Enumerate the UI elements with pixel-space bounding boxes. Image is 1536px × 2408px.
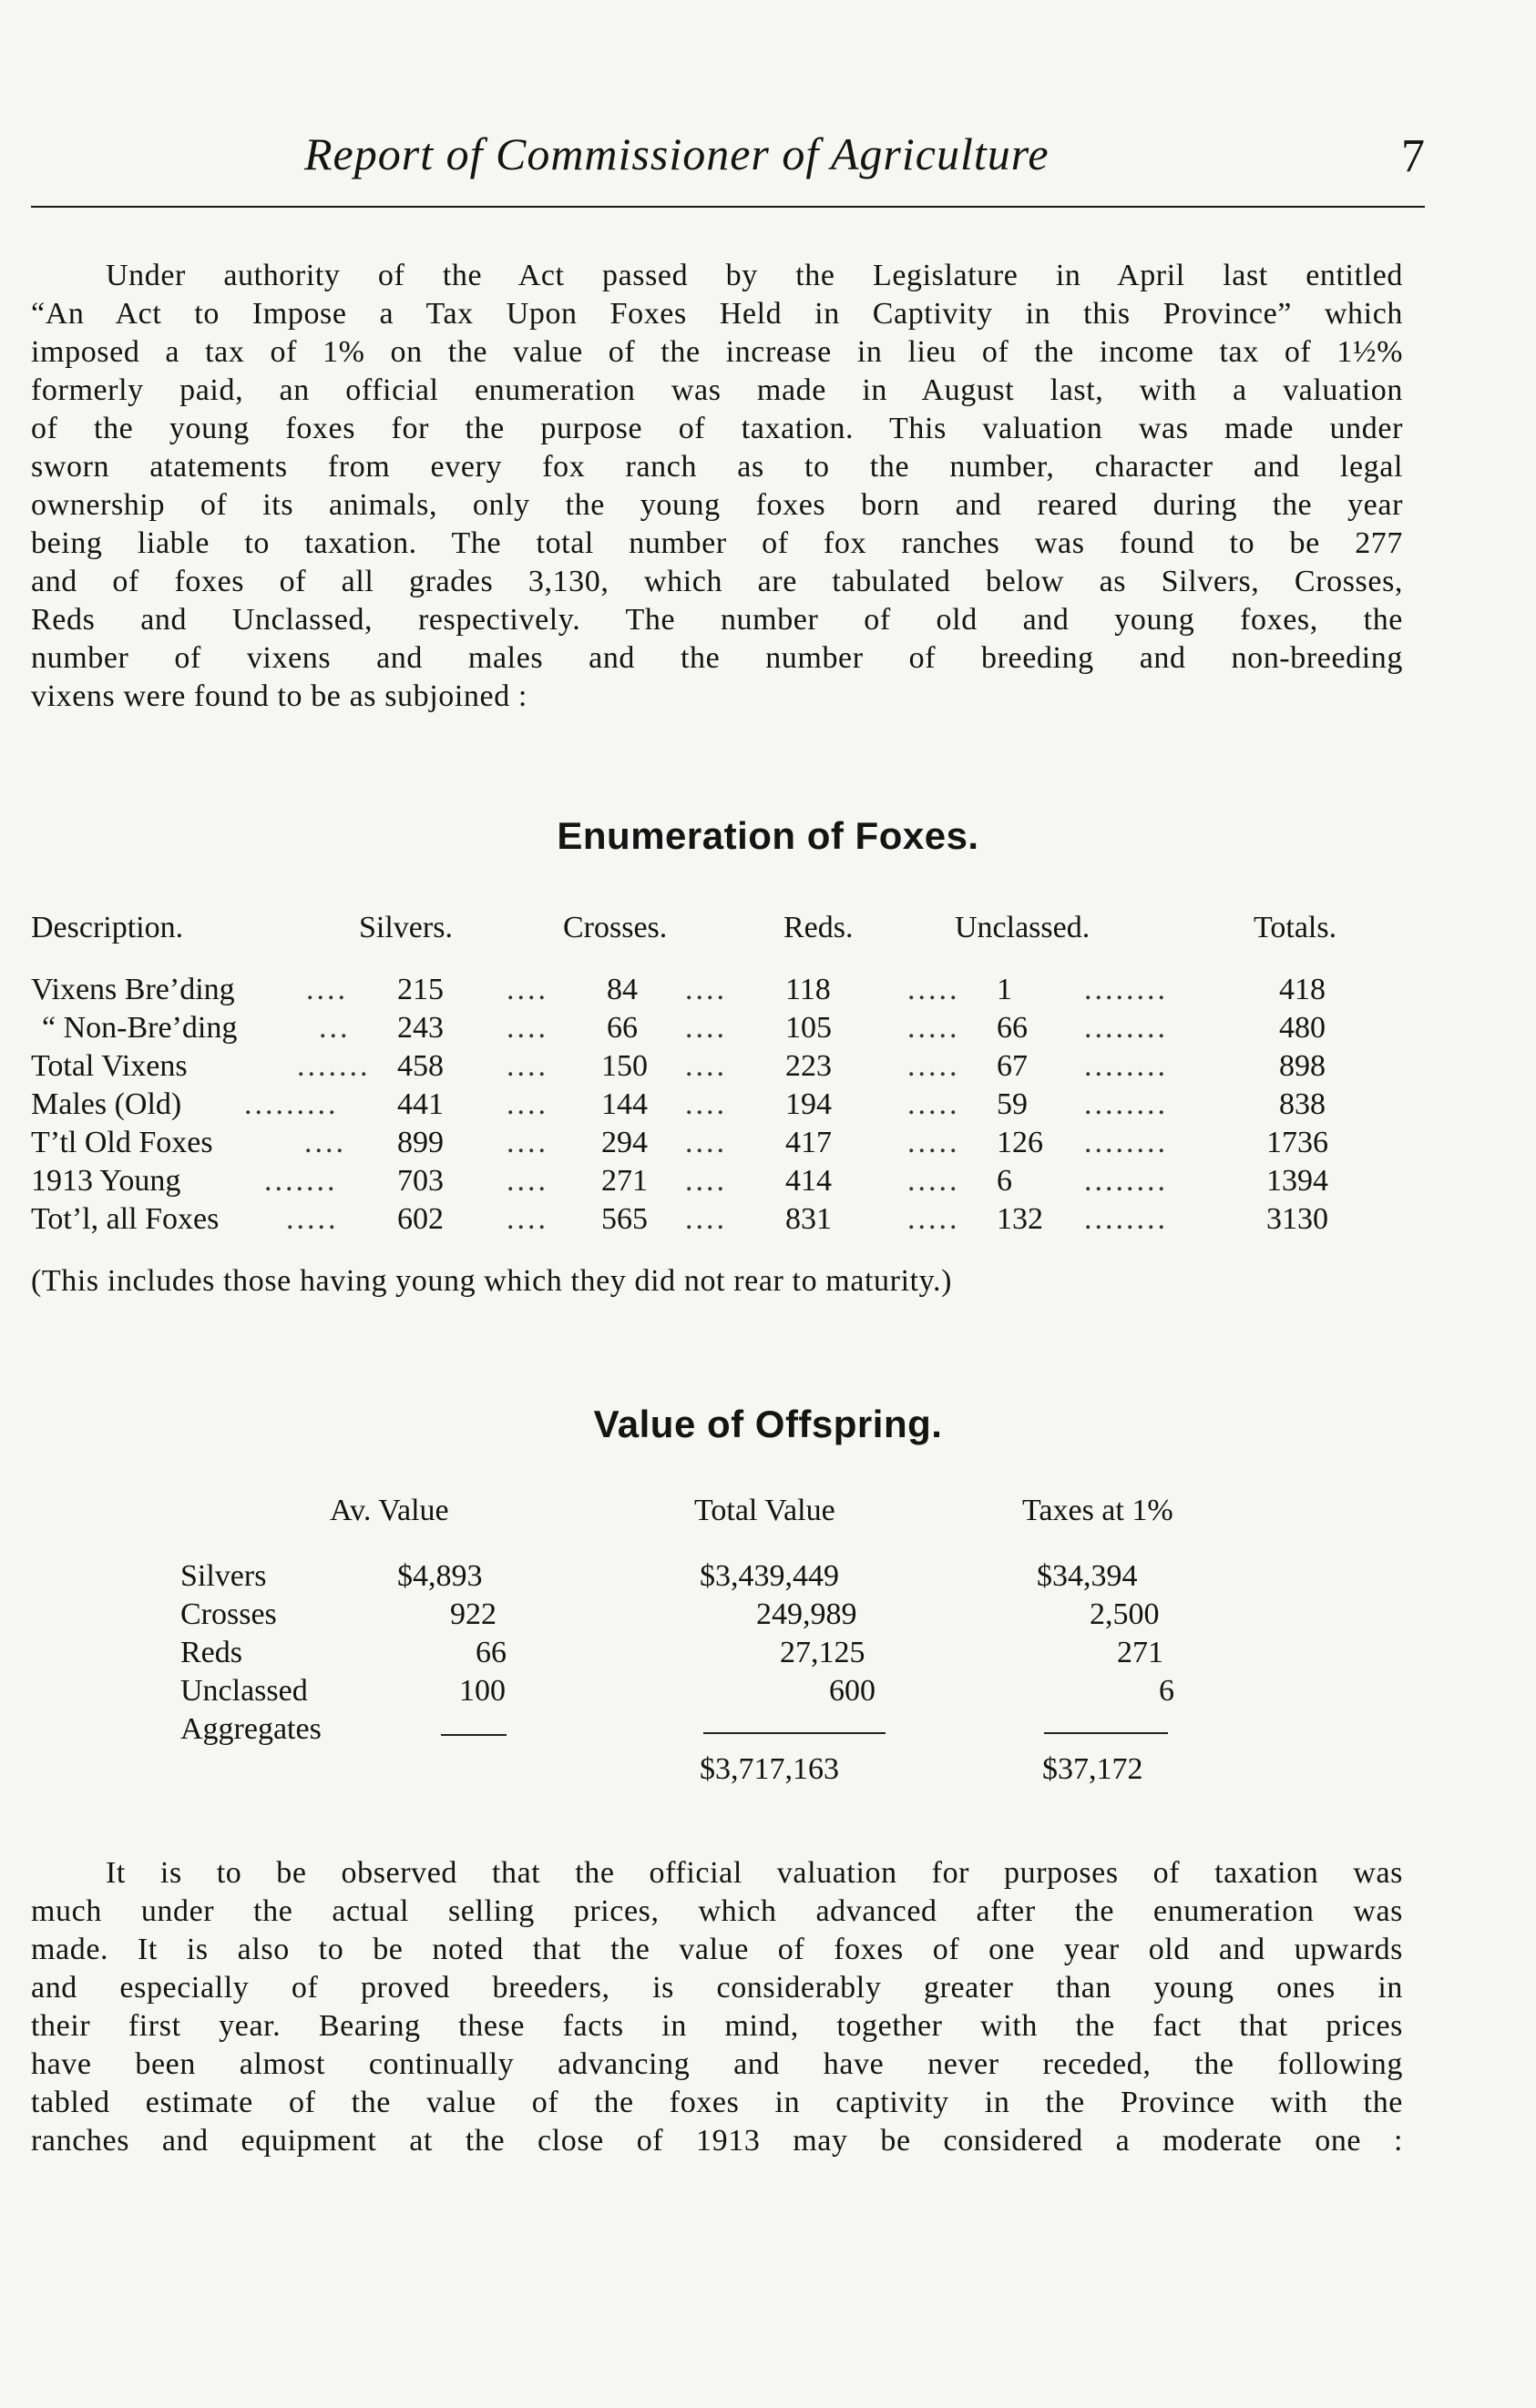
paragraph-line: of the young foxes for the purpose of taxation. This valuation was made under — [31, 412, 1403, 445]
leader-dots: .... — [685, 1164, 727, 1198]
table-row — [0, 1164, 1536, 1202]
paragraph-line: and of foxes of all grades 3,130, which are tabulated below as Silvers, Crosses, — [31, 565, 1403, 598]
offspring-totals-row — [0, 1752, 1536, 1798]
table-row — [0, 1636, 1536, 1674]
column-header-unclassed: Unclassed. — [955, 911, 1091, 944]
leader-dots: .... — [304, 1126, 346, 1159]
leader-dots: ..... — [907, 1164, 960, 1198]
leader-dots: ........ — [1084, 1202, 1168, 1236]
leader-dots: ....... — [297, 1049, 371, 1083]
cell-taxes: 271 — [1117, 1636, 1163, 1669]
cell-silvers: 899 — [397, 1126, 444, 1159]
leader-dots: ........ — [1084, 1011, 1168, 1045]
offspring-title: Value of Offspring. — [593, 1403, 943, 1445]
cell-reds: 831 — [785, 1202, 832, 1236]
leader-dots: .... — [685, 973, 727, 1006]
cell-totals: 1394 — [1266, 1164, 1328, 1198]
leader-dots: .... — [507, 1087, 548, 1121]
offspring-table-body — [0, 1559, 1536, 1750]
column-header-av-value: Av. Value — [330, 1494, 449, 1527]
leader-dots: ..... — [907, 1202, 960, 1236]
leader-dots: ..... — [907, 1049, 960, 1083]
total-value-rule — [703, 1732, 886, 1734]
cell-taxes: 2,500 — [1090, 1597, 1160, 1631]
row-label: Aggregates — [180, 1712, 322, 1746]
cell-totals: 480 — [1279, 1011, 1326, 1045]
row-description: Males (Old) — [31, 1087, 182, 1121]
leader-dots: .... — [507, 1164, 548, 1198]
leader-dots: ... — [319, 1011, 351, 1045]
cell-taxes: 6 — [1159, 1674, 1174, 1708]
leader-dots: ........ — [1084, 1164, 1168, 1198]
cell-unclassed: 67 — [997, 1049, 1028, 1083]
table-row — [0, 1126, 1536, 1164]
total-value-sum: $3,717,163 — [700, 1752, 839, 1786]
cell-silvers: 215 — [397, 973, 444, 1006]
offspring-header-row — [0, 1494, 1536, 1537]
leader-dots: ..... — [907, 1126, 960, 1159]
column-header-total-value: Total Value — [694, 1494, 835, 1527]
cell-unclassed: 6 — [997, 1164, 1012, 1198]
cell-crosses: 150 — [601, 1049, 648, 1083]
paragraph-line: ranches and equipment at the close of 1913 may be considered a moderate one : — [31, 2124, 1403, 2158]
table-row — [0, 1202, 1536, 1240]
paragraph-line: It is to be observed that the official valuation for purposes of taxation was — [106, 1856, 1403, 1890]
row-label: Silvers — [180, 1559, 267, 1593]
table-row — [0, 1559, 1536, 1597]
cell-total-value: 27,125 — [780, 1636, 865, 1669]
row-description: 1913 Young — [31, 1164, 181, 1198]
row-description: T’tl Old Foxes — [31, 1126, 213, 1159]
cell-unclassed: 132 — [997, 1202, 1043, 1236]
table-row — [0, 1597, 1536, 1636]
enumeration-title: Enumeration of Foxes. — [557, 814, 979, 857]
paragraph-line: “An Act to Impose a Tax Upon Foxes Held in Captivity in this Province” which — [31, 297, 1403, 331]
running-header — [31, 128, 1425, 200]
leader-dots: ..... — [907, 973, 960, 1006]
taxes-sum: $37,172 — [1042, 1752, 1143, 1786]
header-rule — [31, 206, 1425, 208]
cell-av-value: 66 — [476, 1636, 507, 1669]
cell-reds: 105 — [785, 1011, 832, 1045]
enumeration-footnote: (This includes those having young which they did not rear to maturity.) — [31, 1264, 953, 1298]
leader-dots: ........ — [1084, 1087, 1168, 1121]
table-row — [0, 1049, 1536, 1087]
cell-crosses: 565 — [601, 1202, 648, 1236]
column-header-description: Description. — [31, 911, 184, 944]
leader-dots: ..... — [907, 1011, 960, 1045]
cell-total-value: $3,439,449 — [700, 1559, 839, 1593]
leader-dots: .... — [685, 1202, 727, 1236]
row-description: Vixens Bre’ding — [31, 973, 235, 1006]
cell-totals: 3130 — [1266, 1202, 1328, 1236]
cell-silvers: 602 — [397, 1202, 444, 1236]
leader-dots: .... — [507, 1011, 548, 1045]
cell-unclassed: 126 — [997, 1126, 1043, 1159]
cell-totals: 418 — [1279, 973, 1326, 1006]
leader-dots: ........ — [1084, 973, 1168, 1006]
paragraph-line: Under authority of the Act passed by the Legislature in April last entitled — [106, 259, 1403, 292]
table-row — [0, 973, 1536, 1011]
paragraph-line: their first year. Bearing these facts in mind, together with the fact that prices — [31, 2009, 1403, 2043]
column-header-crosses: Crosses. — [563, 911, 668, 944]
row-description: “ Non-Bre’ding — [42, 1011, 238, 1045]
leader-dots: .... — [685, 1049, 727, 1083]
leader-dots: .... — [507, 973, 548, 1006]
column-header-taxes: Taxes at 1% — [1022, 1494, 1173, 1527]
cell-av-value: 922 — [450, 1597, 497, 1631]
leader-dots: ..... — [907, 1087, 960, 1121]
leader-dots: .... — [306, 973, 348, 1006]
paragraph-line: number of vixens and males and the number of breeding and non-breeding — [31, 641, 1403, 675]
cell-unclassed: 66 — [997, 1011, 1028, 1045]
cell-av-value: 100 — [459, 1674, 506, 1708]
enumeration-header-row — [0, 911, 1536, 954]
leader-dots: .... — [685, 1087, 727, 1121]
leader-dots: .... — [685, 1011, 727, 1045]
column-header-reds: Reds. — [783, 911, 854, 944]
leader-dots: .... — [507, 1049, 548, 1083]
cell-crosses: 84 — [607, 973, 638, 1006]
paragraph-line: formerly paid, an official enumeration was made in August last, with a valuation — [31, 373, 1403, 407]
leader-dots: .... — [685, 1126, 727, 1159]
cell-silvers: 243 — [397, 1011, 444, 1045]
table-row — [0, 1087, 1536, 1126]
paragraph-line: tabled estimate of the value of the foxes in captivity in the Province with the — [31, 2086, 1403, 2119]
cell-crosses: 271 — [601, 1164, 648, 1198]
cell-total-value: 600 — [829, 1674, 876, 1708]
leader-dots: ....... — [264, 1164, 338, 1198]
cell-reds: 414 — [785, 1164, 832, 1198]
row-label: Reds — [180, 1636, 242, 1669]
cell-unclassed: 1 — [997, 973, 1012, 1006]
leader-dots: .... — [507, 1126, 548, 1159]
paragraph-line: imposed a tax of 1% on the value of the increase in lieu of the income tax of 1½% — [31, 335, 1403, 369]
cell-reds: 223 — [785, 1049, 832, 1083]
cell-reds: 417 — [785, 1126, 832, 1159]
paragraph-line: have been almost continually advancing and have never receded, the following — [31, 2047, 1403, 2081]
paragraph-line: vixens were found to be as subjoined : — [31, 679, 527, 713]
taxes-rule — [1044, 1732, 1168, 1734]
paragraph-line: and especially of proved breeders, is considerably greater than young ones in — [31, 1971, 1403, 2005]
enumeration-table-body — [0, 973, 1536, 1240]
cell-crosses: 66 — [607, 1011, 638, 1045]
leader-dots: .... — [507, 1202, 548, 1236]
aggregate-dash — [441, 1734, 507, 1736]
row-label: Unclassed — [180, 1674, 308, 1708]
cell-silvers: 441 — [397, 1087, 444, 1121]
cell-taxes: $34,394 — [1037, 1559, 1138, 1593]
cell-silvers: 458 — [397, 1049, 444, 1083]
cell-unclassed: 59 — [997, 1087, 1028, 1121]
cell-totals: 898 — [1279, 1049, 1326, 1083]
cell-totals: 838 — [1279, 1087, 1326, 1121]
table-row — [0, 1674, 1536, 1712]
table-row — [0, 1011, 1536, 1049]
row-description: Tot’l, all Foxes — [31, 1202, 220, 1236]
paragraph-line: Reds and Unclassed, respectively. The number of old and young foxes, the — [31, 603, 1403, 637]
paragraph-line: ownership of its animals, only the young foxes born and reared during the year — [31, 488, 1403, 522]
cell-crosses: 294 — [601, 1126, 648, 1159]
leader-dots: ..... — [286, 1202, 339, 1236]
cell-silvers: 703 — [397, 1164, 444, 1198]
column-header-silvers: Silvers. — [359, 911, 453, 944]
cell-crosses: 144 — [601, 1087, 648, 1121]
cell-totals: 1736 — [1266, 1126, 1328, 1159]
paragraph-line: being liable to taxation. The total number of fox ranches was found to be 277 — [31, 526, 1403, 560]
paragraph-line: sworn atatements from every fox ranch as to the number, character and legal — [31, 450, 1403, 484]
column-header-totals: Totals. — [1254, 911, 1337, 944]
table-row — [0, 1712, 1536, 1750]
cell-av-value: $4,893 — [397, 1559, 483, 1593]
intro-paragraph — [31, 257, 1403, 716]
leader-dots: ........ — [1084, 1049, 1168, 1083]
cell-reds: 118 — [785, 973, 831, 1006]
closing-paragraph — [31, 1854, 1403, 2160]
row-label: Crosses — [180, 1597, 277, 1631]
leader-dots: ......... — [244, 1087, 339, 1121]
leader-dots: ........ — [1084, 1126, 1168, 1159]
paragraph-line: much under the actual selling prices, which advanced after the enumeration was — [31, 1894, 1403, 1928]
running-title: Report of Commissioner of Agriculture — [304, 128, 1050, 179]
page-number: 7 — [1401, 130, 1425, 182]
paragraph-line: made. It is also to be noted that the value of foxes of one year old and upwards — [31, 1933, 1403, 1966]
cell-reds: 194 — [785, 1087, 832, 1121]
row-description: Total Vixens — [31, 1049, 188, 1083]
cell-total-value: 249,989 — [756, 1597, 857, 1631]
